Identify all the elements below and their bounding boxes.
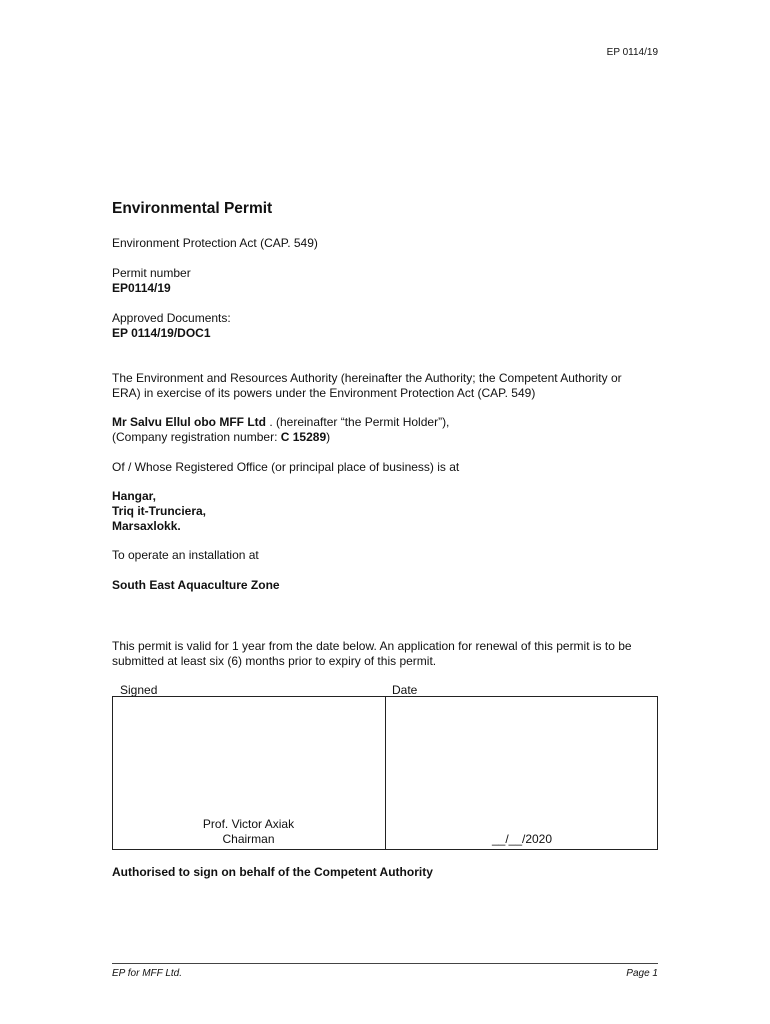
authorised-note: Authorised to sign on behalf of the Competent Authority [112,865,433,879]
registration-prefix: (Company registration number: [112,430,281,444]
registration-number: C 15289 [280,430,327,444]
date-label: Date [392,683,418,697]
validity-line-1: This permit is valid for 1 year from the date below. An application for renewal of this permit is to be [112,639,632,653]
address-line-3: Marsaxlokk. [112,519,181,533]
permit-holder-line [112,415,449,430]
operate-intro: To operate an installation at [112,548,259,562]
permit-number: EP0114/19 [112,281,171,295]
validity-line-2: submitted at least six (6) months prior to expiry of this permit. [112,654,437,668]
company-registration-line [112,430,330,445]
approved-documents-value: EP 0114/19/DOC1 [112,326,211,340]
permit-holder-suffix: . (hereinafter “the Permit Holder”), [266,415,450,429]
footer-divider [112,963,658,964]
installation-location: South East Aquaculture Zone [112,578,280,592]
signatory-name: Prof. Victor Axiak [202,817,295,831]
signed-label: Signed [120,683,158,697]
address-line-2: Triq it-Trunciera, [112,504,207,518]
authority-line-1: The Environment and Resources Authority (hereinafter the Authority; the Competent Authority or [112,371,622,385]
registration-suffix: ) [326,430,331,444]
act-reference: Environment Protection Act (CAP. 549) [112,236,318,250]
registered-office-intro: Of / Whose Registered Office (or principal place of business) is at [112,460,460,474]
footer-left: EP for MFF Ltd. [112,968,183,979]
footer-page-number: Page 1 [626,968,658,979]
approved-documents-label: Approved Documents: [112,311,231,325]
permit-number-label: Permit number [112,266,191,280]
address-line-1: Hangar, [112,489,157,503]
permit-holder-name: Mr Salvu Ellul obo MFF Ltd [112,415,266,429]
signatory-title: Chairman [222,832,275,846]
signature-date: __/__/2020 [491,832,553,846]
authority-line-2: ERA) in exercise of its powers under the Environment Protection Act (CAP. 549) [112,386,536,400]
page-title: Environmental Permit [112,200,273,217]
signature-table-divider [385,696,386,850]
document-reference: EP 0114/19 [606,47,658,58]
